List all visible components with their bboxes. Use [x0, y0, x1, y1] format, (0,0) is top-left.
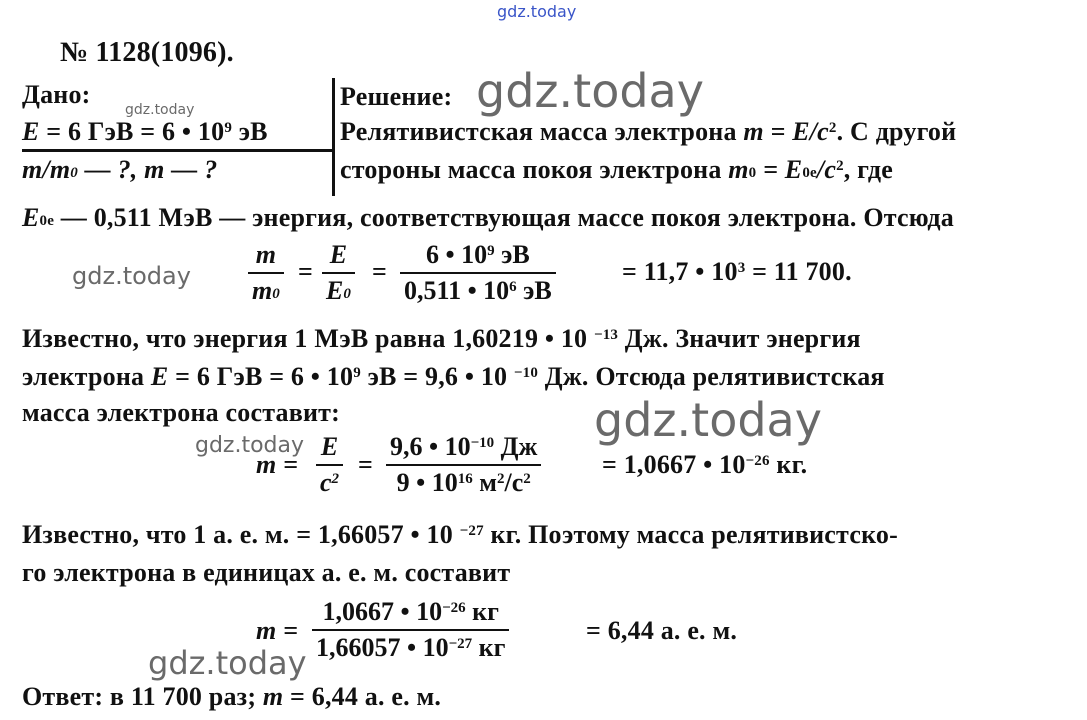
find-line [22, 155, 217, 185]
text-line: Известно, что 1 а. е. м. = 1,66057 • 10 $^{-27}$ кг. Поэтому масса релятивистско- [22, 520, 898, 549]
watermark: gdz.today [72, 262, 191, 290]
watermark: gdz.today [125, 102, 195, 118]
formula-sub: 0e [802, 165, 817, 181]
solution-text-end: . С другой [836, 117, 957, 146]
fraction-mass [386, 432, 541, 498]
watermark: gdz.today [476, 64, 704, 118]
given-exp: 9 [224, 120, 233, 136]
solution-exp: 2 [828, 120, 837, 136]
formula-sub: 0 [748, 165, 757, 181]
fraction-amu [312, 597, 509, 663]
text-line-3 [22, 203, 954, 233]
find-rest: — ?, m — ? [77, 155, 218, 184]
watermark: gdz.today [195, 433, 305, 458]
fraction-e-c2 [316, 432, 343, 498]
text-line: го электрона в единицах а. е. м. составит [22, 558, 511, 587]
given-text: = 6 ГэВ = 6 • 10 [39, 117, 225, 146]
problem-title: № 1128(1096). [60, 37, 234, 68]
text-line: электрона E = 6 ГэВ = 6 • $10^9$ эВ = 9,6 • 10 $^{-10}$ Дж. Отсюда релятивистская [22, 362, 885, 391]
given-vertical-rule [332, 78, 335, 196]
denominator: 9 • $10^{16}$ $м^2/c^2$ [396, 468, 531, 497]
solution-label: Решение: [340, 82, 453, 111]
formula-exp: 2 [836, 158, 844, 174]
fraction-energy [400, 240, 556, 306]
solution-line-2 [340, 155, 893, 185]
lhs-m: m = [256, 616, 299, 645]
denominator: $m_0$ [252, 276, 280, 305]
given-unit: эВ [232, 117, 268, 146]
numerator: m [248, 240, 284, 274]
equals-sign: = [372, 257, 388, 286]
denominator: $c^2$ [320, 468, 340, 497]
solution-formula: m = E/c [743, 117, 829, 146]
given-label: Дано: [22, 80, 91, 109]
find-sub: 0 [70, 165, 78, 181]
result-mass: = 1,0667 • $10^{-26}$ кг. [602, 450, 808, 479]
solution-line-1 [340, 117, 956, 147]
answer-line: Ответ: в 11 700 раз; m = 6,44 а. е. м. [22, 682, 442, 711]
numerator: E [316, 432, 343, 466]
equals-sign: = [358, 450, 374, 479]
text-line: Известно, что энергия 1 МэВ равна 1,60219 • 10 $^{-13}$ Дж. Значит энергия [22, 324, 861, 353]
text: — 0,511 МэВ — энергия, соответствующая массе покоя электрона. Отсюда [54, 203, 954, 232]
find-text: m/m [22, 155, 71, 184]
numerator: E [322, 240, 355, 274]
fraction-e-e0 [322, 240, 355, 306]
given-line [22, 117, 268, 147]
text-line: масса электрона составит: [22, 398, 340, 427]
watermark-top: gdz.today [497, 2, 577, 21]
denominator: 0,511 • $10^6$ эВ [404, 276, 552, 305]
solution-text-end: , где [843, 155, 893, 184]
formula-c: /c [816, 155, 837, 184]
given-symbol: E [22, 117, 40, 146]
denominator: 1,66057 • $10^{-27}$ кг [316, 633, 506, 662]
numerator: 6 • $10^9$ эВ [400, 240, 556, 274]
formula-e: = E [756, 155, 803, 184]
solution-text: стороны масса покоя электрона [340, 155, 729, 184]
watermark: gdz.today [148, 644, 307, 682]
watermark: gdz.today [594, 393, 822, 447]
numerator: 1,0667 • $10^{-26}$ кг [312, 597, 509, 631]
solution-text: Релятивистская масса электрона [340, 117, 744, 146]
given-divider [22, 149, 332, 152]
denominator: $E_0$ [326, 276, 351, 305]
lhs-m: m = [256, 450, 299, 479]
symbol-e: E [22, 203, 40, 232]
result-ratio: = 11,7 • $10^3 = 11$ 700. [622, 257, 852, 286]
symbol-sub: 0e [39, 213, 55, 229]
result-amu: = 6,44 а. е. м. [586, 616, 738, 645]
fraction-m-m0 [248, 240, 284, 306]
formula-m: m [728, 155, 749, 184]
equals-sign: = [298, 257, 314, 286]
numerator: 9,6 • $10^{-10}$ Дж [386, 432, 541, 466]
